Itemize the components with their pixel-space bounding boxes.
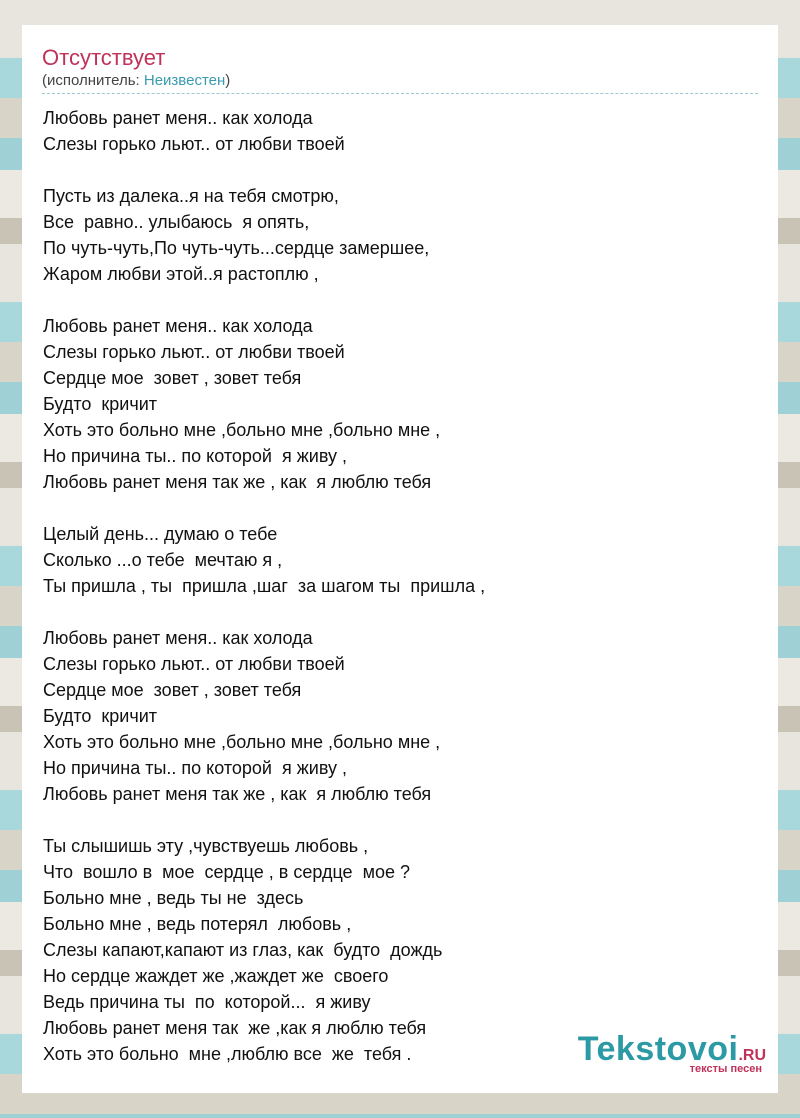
lyrics-line: Но причина ты.. по которой я живу , bbox=[43, 758, 347, 778]
lyrics-line: Слезы горько льют.. от любви твоей bbox=[43, 342, 345, 362]
lyrics-line: По чуть-чуть,По чуть-чуть...сердце замершее, bbox=[43, 238, 430, 258]
lyrics-line: Хоть это больно мне ,люблю все же тебя . bbox=[43, 1044, 412, 1064]
site-logo[interactable] bbox=[578, 1030, 766, 1075]
lyrics-line: Будто кричит bbox=[43, 706, 157, 726]
lyrics-line: Больно мне , ведь потерял любовь , bbox=[43, 914, 352, 934]
lyrics-line: Будто кричит bbox=[43, 394, 157, 414]
lyrics-line: Слезы горько льют.. от любви твоей bbox=[43, 654, 345, 674]
lyrics-line: Ты пришла , ты пришла ,шаг за шагом ты пришла , bbox=[43, 576, 486, 596]
lyrics-line: Ты слышишь эту ,чувствуешь любовь , bbox=[43, 836, 369, 856]
lyrics-line: Любовь ранет меня так же , как я люблю тебя bbox=[43, 784, 432, 804]
lyrics-line: Но причина ты.. по которой я живу , bbox=[43, 446, 347, 466]
lyrics-line: Но сердце жаждет же ,жаждет же своего bbox=[43, 966, 389, 986]
lyrics-card bbox=[22, 25, 778, 1093]
lyrics-line: Что вошло в мое сердце , в сердце мое ? bbox=[43, 862, 410, 882]
lyrics-line: Любовь ранет меня.. как холода bbox=[43, 316, 313, 336]
artist-link[interactable]: Неизвестен bbox=[143, 72, 226, 89]
lyrics-line: Слезы горько льют.. от любви твоей bbox=[43, 134, 345, 154]
lyrics-line: Жаром любви этой..я растоплю , bbox=[43, 264, 319, 284]
song-title: Отсутствует bbox=[42, 45, 166, 70]
lyrics-line: Больно мне , ведь ты не здесь bbox=[43, 888, 304, 908]
lyrics-text bbox=[43, 105, 743, 1067]
lyrics-line: Сердце мое зовет , зовет тебя bbox=[43, 368, 302, 388]
lyrics-line: Сердце мое зовет , зовет тебя bbox=[43, 680, 302, 700]
lyrics-line: Хоть это больно мне ,больно мне ,больно мне , bbox=[43, 732, 441, 752]
artist-prefix: (исполнитель: bbox=[42, 72, 144, 89]
logo-tld: .RU bbox=[738, 1047, 766, 1064]
logo-name: Tekstovoi bbox=[577, 1030, 739, 1068]
lyrics-line: Ведь причина ты по которой... я живу bbox=[43, 992, 371, 1012]
lyrics-line: Слезы капают,капают из глаз, как будто дождь bbox=[43, 940, 443, 960]
lyrics-line: Хоть это больно мне ,больно мне ,больно мне , bbox=[43, 420, 441, 440]
artist-suffix: ) bbox=[225, 72, 231, 89]
lyrics-line: Все равно.. улыбаюсь я опять, bbox=[43, 212, 310, 232]
lyrics-line: Целый день... думаю о тебе bbox=[43, 524, 278, 544]
lyrics-line: Любовь ранет меня так же , как я люблю тебя bbox=[43, 472, 432, 492]
lyrics-line: Любовь ранет меня.. как холода bbox=[43, 628, 313, 648]
lyrics-line: Пусть из далека..я на тебя смотрю, bbox=[43, 186, 339, 206]
dashed-divider bbox=[42, 93, 758, 94]
artist-line bbox=[42, 72, 230, 89]
lyrics-line: Сколько ...о тебе мечтаю я , bbox=[43, 550, 283, 570]
lyrics-line: Любовь ранет меня так же ,как я люблю тебя bbox=[43, 1018, 427, 1038]
lyrics-line: Любовь ранет меня.. как холода bbox=[43, 108, 313, 128]
logo-tagline: тексты песен bbox=[689, 1063, 762, 1075]
